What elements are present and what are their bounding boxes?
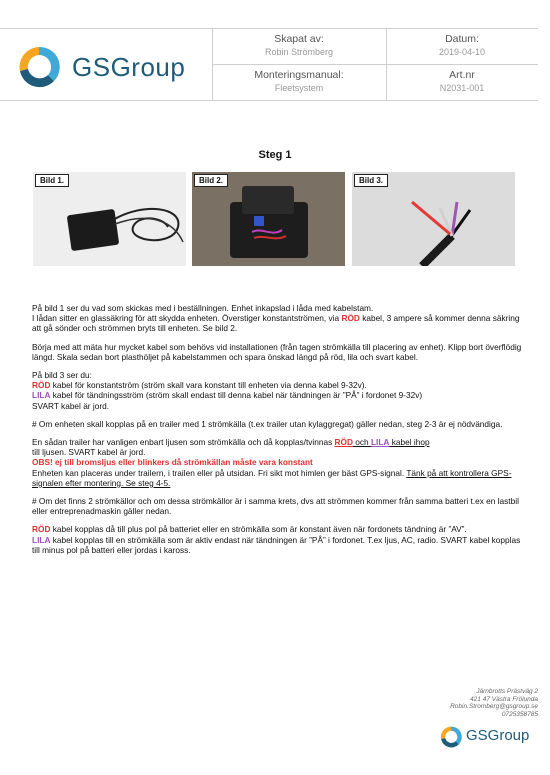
text: På bild 3 ser du: bbox=[32, 370, 92, 381]
text: kabel kopplas till en strömkälla som är aktiv endast när tändningen är ”PÅ” i fordonet. T.ex ljus, AC, radio. SVART kabel kopplas till minus pol på batteri eller jordas i kaross. bbox=[32, 534, 521, 555]
text: I lådan sitter en glassäkring för att skydda enheten. Överstiger konstantströmen, via bbox=[32, 313, 342, 324]
address-line: Järnbrotts Prästväg 2 bbox=[476, 688, 538, 695]
divider bbox=[212, 64, 538, 65]
paragraph-1 bbox=[32, 303, 522, 334]
date-value: 2019-04-10 bbox=[438, 47, 486, 57]
manual-label: Monteringsmanual: bbox=[254, 69, 344, 81]
date-label: Datum: bbox=[445, 33, 479, 45]
photo-2 bbox=[192, 172, 345, 266]
text: och bbox=[352, 437, 371, 448]
instructions-body bbox=[32, 303, 522, 563]
text: Tänk på att kontrollera GPS-signalen efter montering. Se steg 4-5. bbox=[32, 467, 512, 488]
warning-text: OBS! ej till bromsljus eller blinkers då strömkällan måste vara konstant bbox=[32, 457, 313, 468]
text: På bild 1 ser du vad som skickas med i beställningen. Enhet inkapslad i låda med kabelstam. bbox=[32, 303, 374, 313]
created-by-label: Skapat av: bbox=[274, 33, 324, 45]
red-keyword: RÖD bbox=[32, 380, 51, 391]
address-line: 421 47 Västra Frölunda bbox=[470, 695, 538, 703]
footer-brand: GSGroup bbox=[466, 727, 530, 744]
text: En sådan trailer har vanligen enbart ljusen som strömkälla och då kopplas/tvinnas bbox=[32, 437, 335, 448]
red-keyword: RÖD bbox=[32, 524, 51, 535]
date-cell bbox=[386, 33, 538, 57]
photo-label: Bild 2. bbox=[194, 174, 228, 187]
gsgroup-logo-icon bbox=[438, 724, 464, 750]
lila-keyword: LILA bbox=[32, 390, 51, 401]
photo-1 bbox=[33, 172, 186, 266]
text: kabel kopplas då till plus pol på batteriet eller en strömkälla som är konstant även när fordonets tändning är ”AV”. bbox=[50, 524, 467, 535]
document-header bbox=[0, 28, 538, 101]
manual-value: Fleetsystem bbox=[274, 83, 324, 93]
gsgroup-logo-icon bbox=[14, 43, 64, 91]
footer-logo bbox=[438, 724, 538, 750]
footer-contact bbox=[450, 688, 538, 718]
photo-label: Bild 1. bbox=[35, 174, 69, 187]
paragraph-3 bbox=[32, 370, 522, 411]
email-text: Robin.Stromberg@gsgroup.se bbox=[450, 703, 538, 711]
photo-label: Bild 3. bbox=[354, 174, 388, 187]
red-keyword: RÖD bbox=[341, 313, 360, 324]
lila-keyword: LILA bbox=[370, 437, 390, 448]
art-value: N2031-001 bbox=[439, 83, 485, 93]
page-title: Steg 1 bbox=[258, 149, 292, 161]
red-keyword: RÖD bbox=[334, 437, 353, 448]
phone-text: 0725358785 bbox=[501, 710, 538, 718]
text: kabel ihop bbox=[389, 437, 430, 448]
created-by-value: Robin Strömberg bbox=[264, 47, 334, 57]
paragraph-5 bbox=[32, 437, 522, 488]
text: kabel för konstantström (ström skall vara konstant till enheten via denna kabel 9-32v). bbox=[50, 380, 367, 391]
created-by-cell bbox=[212, 33, 386, 57]
logo-text: GSGroup bbox=[72, 52, 186, 82]
paragraph-6: # Om det finns 2 strömkällor och om dessa strömkällor är i samma krets, dvs att strömmen kommer från samma batteri t.ex en lastbil eller entreprenadmaskin gäller nedan. bbox=[32, 496, 519, 517]
art-label: Art.nr bbox=[449, 69, 475, 81]
text: kabel, 3 ampere så kommer denna säkring att gå sönder och strömmen bryts till enheten. Se bild 2. bbox=[32, 313, 520, 334]
lila-keyword: LILA bbox=[32, 534, 51, 545]
paragraph-7 bbox=[32, 524, 522, 555]
gsgroup-logo bbox=[14, 43, 204, 91]
text: SVART kabel är jord. bbox=[32, 400, 110, 411]
text: Enheten kan placeras under trailern, i trailen eller på utsidan. Fri sikt mot himlen ger bäst GPS-signal. bbox=[32, 467, 407, 478]
paragraph-2: Börja med att mäta hur mycket kabel som behövs vid installationen (från tagen strömkälla till placering av enhet). Klipp bort överflödig längd. Skala sedan bort plasthöljet på kabelstammen och spara önskad längd på röd, lila och svart kabel. bbox=[32, 341, 522, 362]
manual-cell bbox=[212, 69, 386, 93]
text: kabel för tändningsström (ström skall endast till denna kabel när tändningen är ”PÅ” i fordonet 9-32v) bbox=[50, 390, 423, 401]
paragraph-4: # Om enheten skall kopplas på en trailer med 1 strömkälla (t.ex trailer utan kylaggregat) gäller nedan, steg 2-3 är ej nödvändiga. bbox=[32, 418, 503, 429]
text: till ljusen. SVART kabel är jord. bbox=[32, 447, 146, 458]
art-cell bbox=[386, 69, 538, 93]
photo-3 bbox=[352, 172, 515, 266]
